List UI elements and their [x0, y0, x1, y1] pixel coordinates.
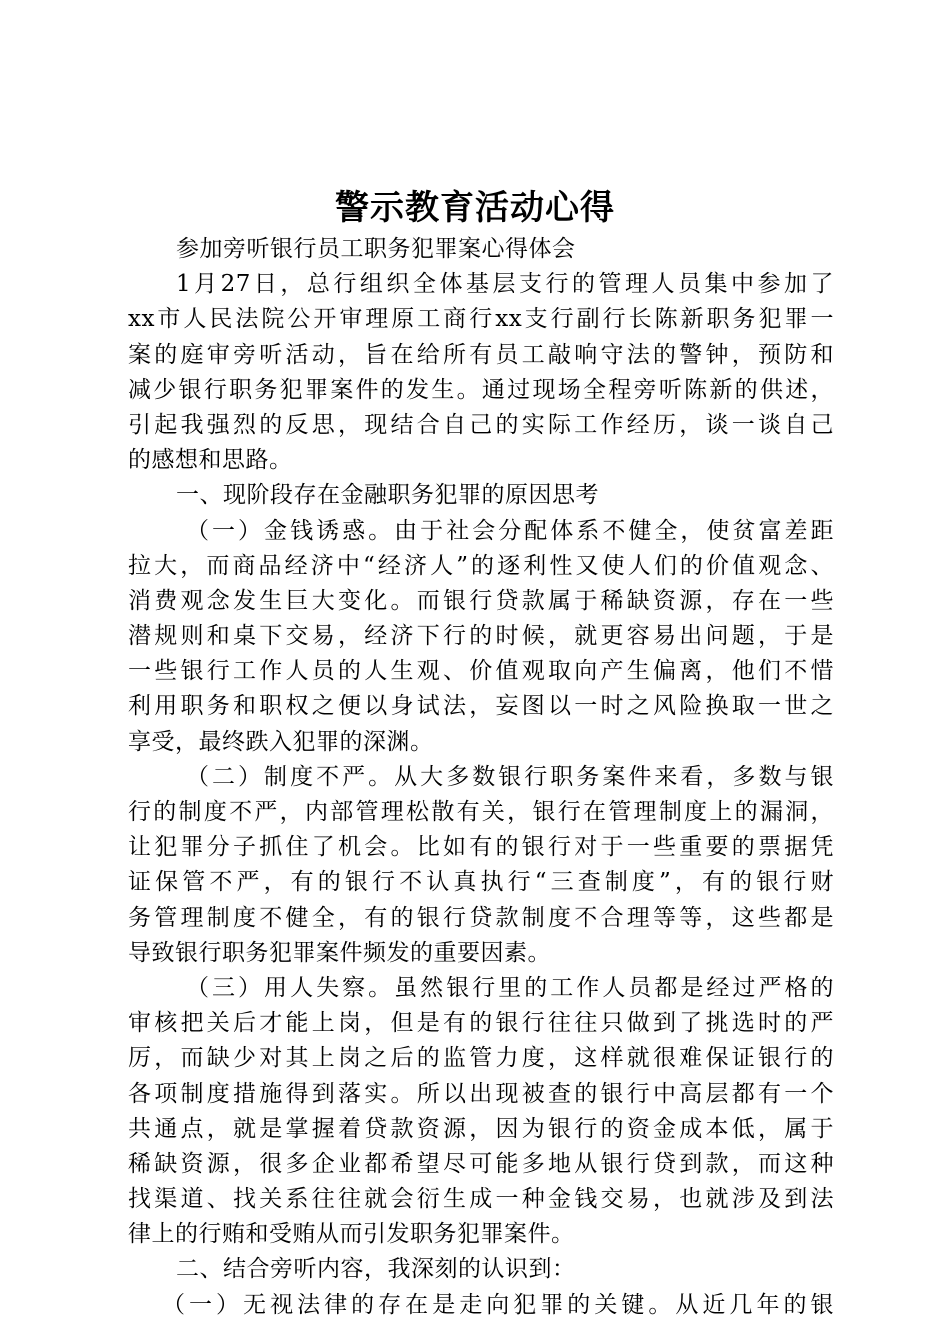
- paragraph-line: （三）用人失察。虽然银行里的工作人员都是经过严格的: [186, 974, 834, 1001]
- paragraph-line: 务管理制度不健全，有的银行贷款制度不合理等等，这些都是: [128, 904, 834, 931]
- paragraph-line: 共通点，就是掌握着贷款资源，因为银行的资金成本低，属于: [128, 1115, 834, 1142]
- paragraph-line: 拉大，而商品经济中“经济人”的逐利性又使人们的价值观念、: [128, 552, 834, 579]
- subtitle-line: 参加旁听银行员工职务犯罪案心得体会: [176, 236, 576, 262]
- paragraph-line: 找渠道、找关系往往就会衍生成一种金钱交易，也就涉及到法: [128, 1186, 834, 1213]
- paragraph-line: 案的庭审旁听活动，旨在给所有员工敲响守法的警钟，预防和: [128, 341, 834, 368]
- document-title: 警示教育活动心得: [335, 188, 615, 228]
- paragraph-line: 导致银行职务犯罪案件频发的重要因素。: [128, 939, 551, 966]
- paragraph-line: xx市人民法院公开审理原工商行xx支行副行长陈新职务犯罪一: [128, 306, 834, 333]
- paragraph-line: 律上的行贿和受贿从而引发职务犯罪案件。: [128, 1221, 575, 1248]
- paragraph-line: （一）无视法律的存在是走向犯罪的关键。从近几年的银: [162, 1291, 834, 1318]
- paragraph-line: 1月27日，总行组织全体基层支行的管理人员集中参加了: [176, 271, 834, 298]
- paragraph-line: 厉，而缺少对其上岗之后的监管力度，这样就很难保证银行的: [128, 1045, 834, 1072]
- paragraph-line: 行的制度不严，内部管理松散有关，银行在管理制度上的漏洞，: [128, 799, 834, 825]
- paragraph-line: 证保管不严，有的银行不认真执行“三查制度”，有的银行财: [128, 869, 834, 896]
- paragraph-line: 消费观念发生巨大变化。而银行贷款属于稀缺资源，存在一些: [128, 587, 834, 614]
- paragraph-line: 的感想和思路。: [128, 447, 293, 474]
- paragraph-line: 审核把关后才能上岗，但是有的银行往往只做到了挑选时的严: [128, 1010, 834, 1037]
- paragraph-line: 让犯罪分子抓住了机会。比如有的银行对于一些重要的票据凭: [128, 834, 834, 861]
- paragraph-line: 各项制度措施得到落实。所以出现被查的银行中高层都有一个: [128, 1080, 834, 1107]
- document-body: [128, 232, 834, 1323]
- paragraph-line: （二）制度不严。从大多数银行职务案件来看，多数与银: [186, 763, 834, 790]
- paragraph-line: 潜规则和桌下交易，经济下行的时候，就更容易出问题，于是: [128, 623, 834, 650]
- section-heading: 二、结合旁听内容，我深刻的认识到：: [176, 1256, 576, 1283]
- paragraph-line: 享受，最终跌入犯罪的深渊。: [128, 728, 434, 755]
- paragraph-line: 稀缺资源，很多企业都希望尽可能多地从银行贷到款，而这种: [128, 1150, 834, 1177]
- paragraph-line: （一）金钱诱惑。由于社会分配体系不健全，使贫富差距: [186, 517, 834, 544]
- section-heading: 一、现阶段存在金融职务犯罪的原因思考: [176, 482, 599, 509]
- paragraph-line: 一些银行工作人员的人生观、价值观取向产生偏离，他们不惜: [128, 658, 834, 685]
- paragraph-line: 减少银行职务犯罪案件的发生。通过现场全程旁听陈新的供述，: [128, 376, 834, 403]
- paragraph-line: 引起我强烈的反思，现结合自己的实际工作经历，谈一谈自己: [128, 411, 834, 438]
- paragraph-line: 利用职务和职权之便以身试法，妄图以一时之风险换取一世之: [128, 693, 834, 720]
